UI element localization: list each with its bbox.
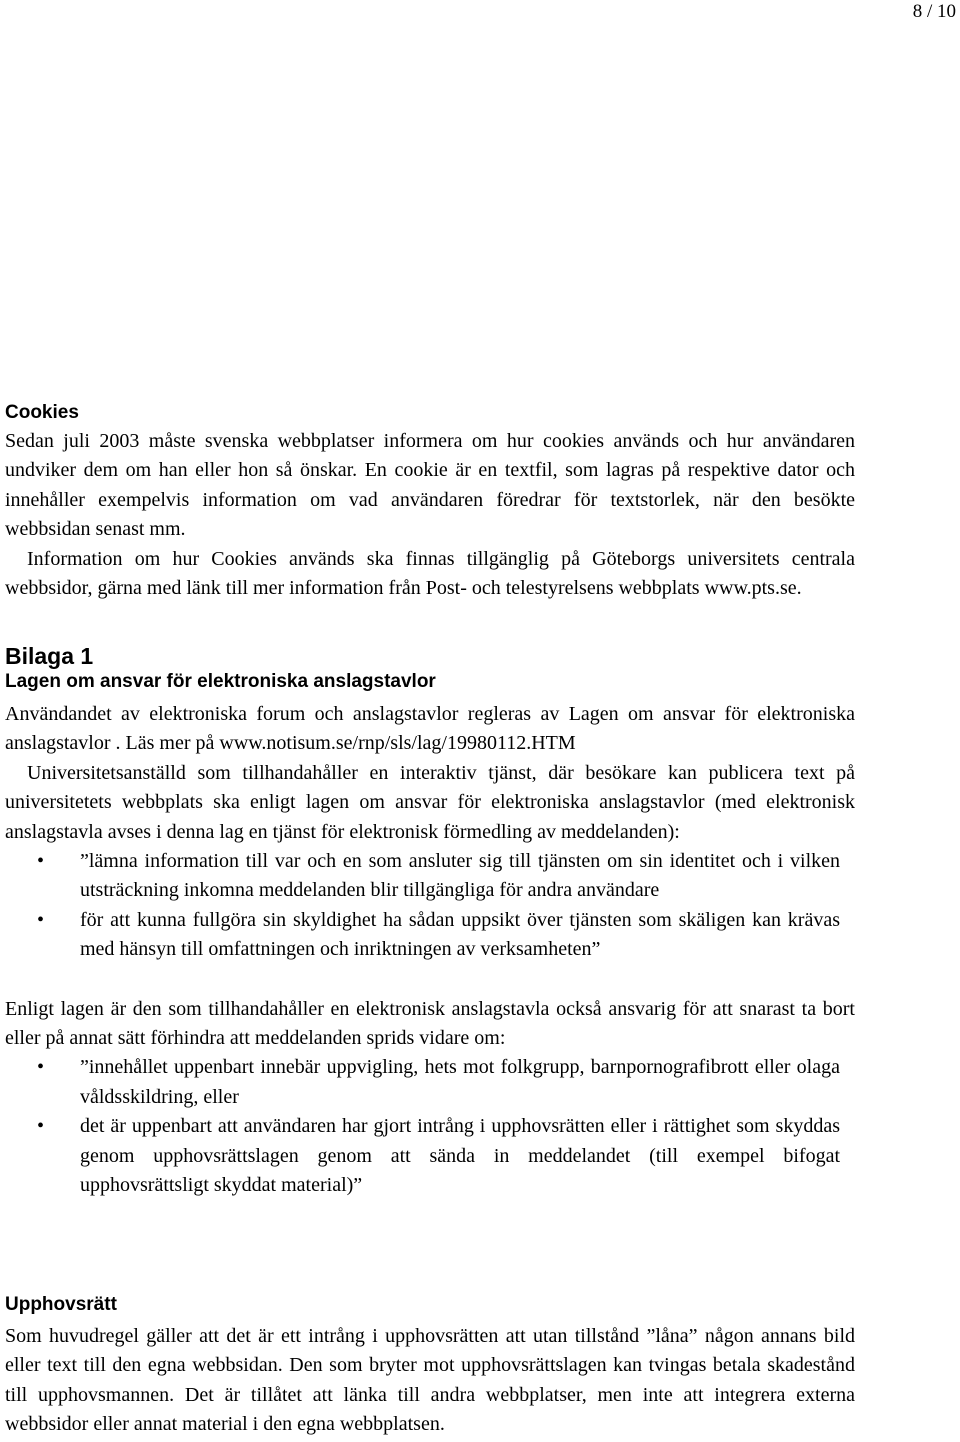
bullet-icon: • bbox=[37, 1056, 45, 1079]
section-heading-lagen: Lagen om ansvar för elektroniska anslagstavlor bbox=[5, 671, 436, 692]
list-item bbox=[5, 1053, 840, 1112]
list-item-text: det är uppenbart att användaren har gjort intrång i upphovsrätten eller i rättighet som skyddas genom upphovsrättslagen genom att sända in meddelandet (till exempel bifogat upphovsrättsligt skyddat material)” bbox=[80, 1115, 840, 1197]
bullet-icon: • bbox=[37, 850, 45, 873]
section-cookies bbox=[5, 398, 855, 603]
lagen-paragraph-1: Användandet av elektroniska forum och anslagstavlor regleras av Lagen om ansvar för elektroniska anslagstavlor . Läs mer på www.notisum.se/rnp/sls/lag/19980112.HTM bbox=[5, 703, 855, 755]
list-item-text: ”lämna information till var och en som ansluter sig till tjänsten om sin identitet och i vilken utsträckning inkomna meddelanden blir tillgängliga för andra användare bbox=[80, 850, 840, 902]
lagen-paragraph-3: Enligt lagen är den som tillhandahåller en elektronisk anslagstavla också ansvarig för att snarast ta bort eller på annat sätt förhindra att meddelanden sprids vidare om: bbox=[5, 997, 855, 1050]
section-lagen bbox=[5, 667, 855, 1201]
list-item-text: för att kunna fullgöra sin skyldighet ha sådan uppsikt över tjänsten som skäligen kan krävas med hänsyn till omfattningen och inriktningen av verksamheten” bbox=[80, 908, 840, 961]
page-title: Bilaga 1 bbox=[5, 643, 94, 669]
list-item bbox=[5, 1112, 840, 1200]
list-item-text: ”innehållet uppenbart innebär uppvigling, hets mot folkgrupp, barnpornografibrott eller olaga våldsskildring, eller bbox=[80, 1056, 840, 1108]
list-item bbox=[5, 906, 840, 965]
section-upphovsratt bbox=[5, 1290, 855, 1440]
lagen-paragraph-2: Universitetsanställd som tillhandahåller en interaktiv tjänst, där besökare kan publicera text på universitetets webbplats ska enligt lagen om ansvar för elektroniska anslagstavlor (med elektronisk anslagstavla avses i denna lag en tjänst för elektronisk förmedling av meddelanden): bbox=[5, 761, 855, 843]
section-heading-cookies: Cookies bbox=[5, 402, 79, 423]
lagen-list-2 bbox=[5, 1053, 855, 1200]
bullet-icon: • bbox=[37, 908, 45, 931]
section-heading-upphovsratt: Upphovsrätt bbox=[5, 1294, 117, 1315]
lagen-list-1 bbox=[5, 847, 855, 965]
page-number: 8 / 10 bbox=[912, 1, 956, 22]
upphovsratt-paragraph-1: Som huvudregel gäller att det är ett intrång i upphovsrätten att utan tillstånd ”låna” någon annans bild eller text till den egna webbsidan. Den som bryter mot upphovsrättslagen kan tvingas betala skadestånd till upphovsmannen. Det är tillåtet att länka till andra webbplatser, men inte att integrera externa webbsidor eller annat material i den egna webbplatsen. bbox=[5, 1325, 855, 1436]
bullet-icon: • bbox=[37, 1115, 45, 1138]
cookies-paragraph-1: Sedan juli 2003 måste svenska webbplatser informera om hur cookies används och hur användaren undviker dem om han eller hon så önskar. En cookie är en textfil, som lagras på respektive dator och innehåller exempelvis information om vad användaren föredrar för textstorlek, när den besökte webbsidan senast mm. bbox=[5, 430, 855, 541]
cookies-paragraph-2: Information om hur Cookies används ska finnas tillgänglig på Göteborgs universitets centrala webbsidor, gärna med länk till mer information från Post- och telestyrelsens webbplats www.pts.se. bbox=[5, 547, 855, 600]
list-item bbox=[5, 847, 840, 906]
